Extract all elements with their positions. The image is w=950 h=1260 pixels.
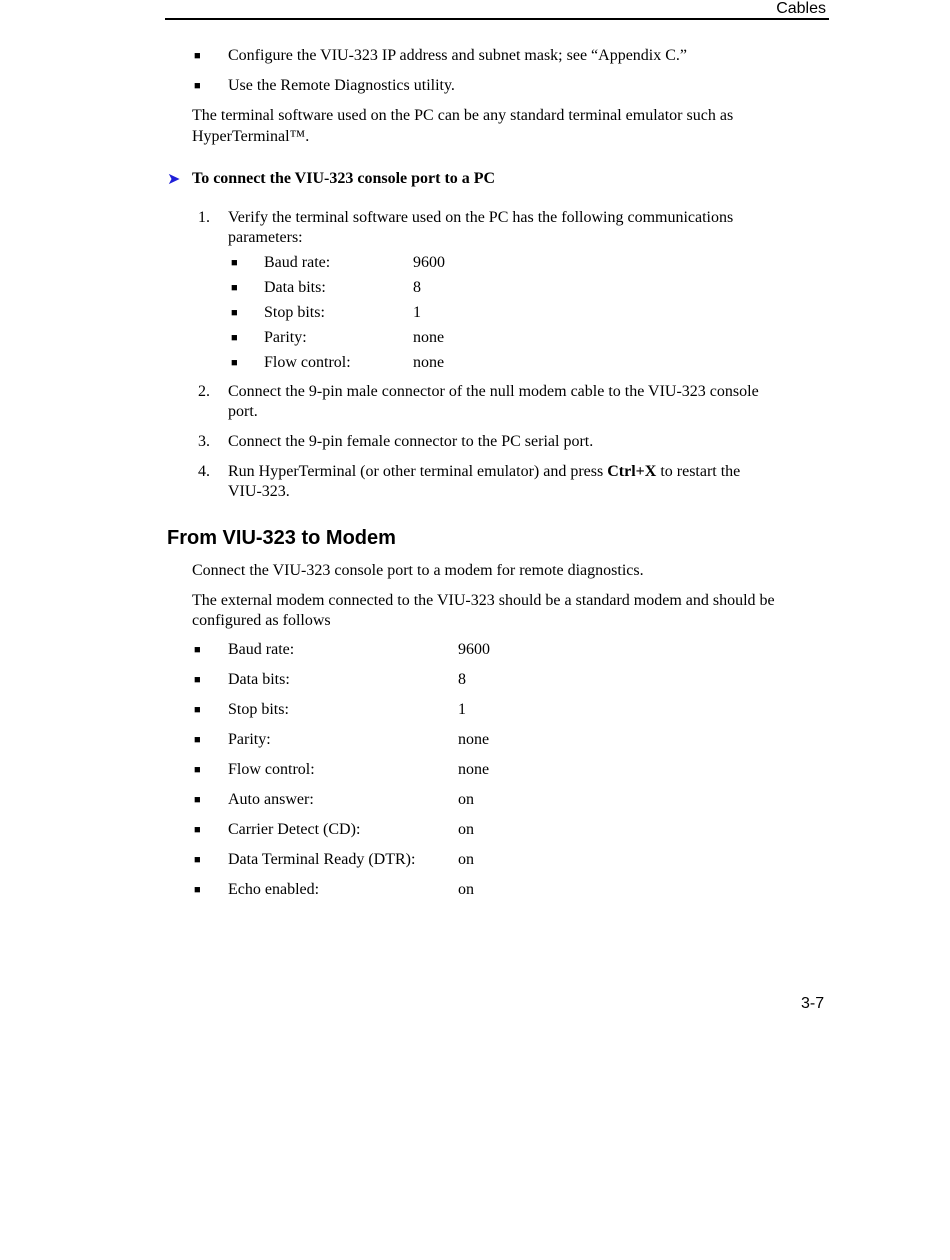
step-text: Connect the 9-pin male connector of the null modem cable to the VIU-323 console <box>228 383 759 400</box>
param-value: 1 <box>413 304 421 321</box>
setting-value: 8 <box>458 671 466 688</box>
step-text-part: Run HyperTerminal (or other terminal emulator) and press <box>228 463 608 480</box>
setting-label: Auto answer: <box>228 791 314 808</box>
step-number: 3. <box>198 433 210 450</box>
section-paragraph-line: The external modem connected to the VIU-323 should be a standard modem and should be <box>192 592 775 609</box>
step-text-part: to restart the <box>656 463 741 480</box>
bullet-icon: ■ <box>194 764 201 776</box>
param-value: none <box>413 354 445 371</box>
bullet-icon: ■ <box>194 704 201 716</box>
bullet-icon: ■ <box>194 80 201 92</box>
bullet-icon: ■ <box>194 884 201 896</box>
intro-bullet: Configure the VIU-323 IP address and subnet mask; see “Appendix C.” <box>228 47 688 64</box>
step-text: port. <box>228 403 258 420</box>
intro-bullet: Use the Remote Diagnostics utility. <box>228 77 455 94</box>
intro-paragraph-line: The terminal software used on the PC can be any standard terminal emulator such as <box>192 107 734 124</box>
step-text: Verify the terminal software used on the PC has the following communications <box>228 209 734 226</box>
section-paragraph: Connect the VIU-323 console port to a modem for remote diagnostics. <box>192 562 644 579</box>
param-label: Stop bits: <box>264 304 325 321</box>
procedure-arrow-icon: ➤ <box>167 169 181 188</box>
setting-value: on <box>458 851 474 868</box>
setting-label: Carrier Detect (CD): <box>228 821 361 838</box>
setting-label: Data bits: <box>228 671 290 688</box>
bullet-icon: ■ <box>194 50 201 62</box>
param-label: Flow control: <box>264 354 351 371</box>
bullet-icon: ■ <box>194 674 201 686</box>
bullet-icon: ■ <box>194 794 201 806</box>
bullet-icon: ■ <box>194 854 201 866</box>
header-rule <box>165 18 829 20</box>
step-text <box>228 462 740 482</box>
step-text: Connect the 9-pin female connector to the PC serial port. <box>228 433 594 450</box>
bullet-icon: ■ <box>231 357 238 369</box>
param-label: Baud rate: <box>264 254 331 271</box>
setting-label: Parity: <box>228 731 271 748</box>
bullet-icon: ■ <box>231 307 238 319</box>
page-number: 3-7 <box>801 995 825 1012</box>
bullet-icon: ■ <box>231 257 238 269</box>
bullet-icon: ■ <box>194 734 201 746</box>
setting-value: 9600 <box>458 641 490 658</box>
setting-value: on <box>458 821 474 838</box>
keyboard-shortcut: Ctrl+X <box>607 463 657 480</box>
running-header: Cables <box>776 0 826 17</box>
intro-paragraph-line: HyperTerminal™. <box>192 128 310 145</box>
setting-value: on <box>458 791 474 808</box>
bullet-icon: ■ <box>194 644 201 656</box>
setting-value: none <box>458 761 490 778</box>
bullet-icon: ■ <box>231 282 238 294</box>
setting-label: Flow control: <box>228 761 315 778</box>
section-heading: From VIU-323 to Modem <box>167 527 396 549</box>
param-label: Data bits: <box>264 279 326 296</box>
param-label: Parity: <box>264 329 307 346</box>
param-value: 8 <box>413 279 421 296</box>
procedure-title: To connect the VIU-323 console port to a PC <box>192 170 496 187</box>
setting-label: Echo enabled: <box>228 881 320 898</box>
setting-value: on <box>458 881 474 898</box>
setting-label: Data Terminal Ready (DTR): <box>228 851 416 868</box>
param-value: none <box>413 329 445 346</box>
param-value: 9600 <box>413 254 445 271</box>
step-text: parameters: <box>228 229 303 246</box>
setting-value: 1 <box>458 701 466 718</box>
step-number: 4. <box>198 463 210 480</box>
setting-value: none <box>458 731 490 748</box>
bullet-icon: ■ <box>194 824 201 836</box>
bullet-icon: ■ <box>231 332 238 344</box>
step-text: VIU-323. <box>228 483 290 500</box>
step-number: 1. <box>198 209 210 226</box>
section-paragraph-line: configured as follows <box>192 612 331 629</box>
setting-label: Stop bits: <box>228 701 289 718</box>
step-number: 2. <box>198 383 210 400</box>
setting-label: Baud rate: <box>228 641 295 658</box>
